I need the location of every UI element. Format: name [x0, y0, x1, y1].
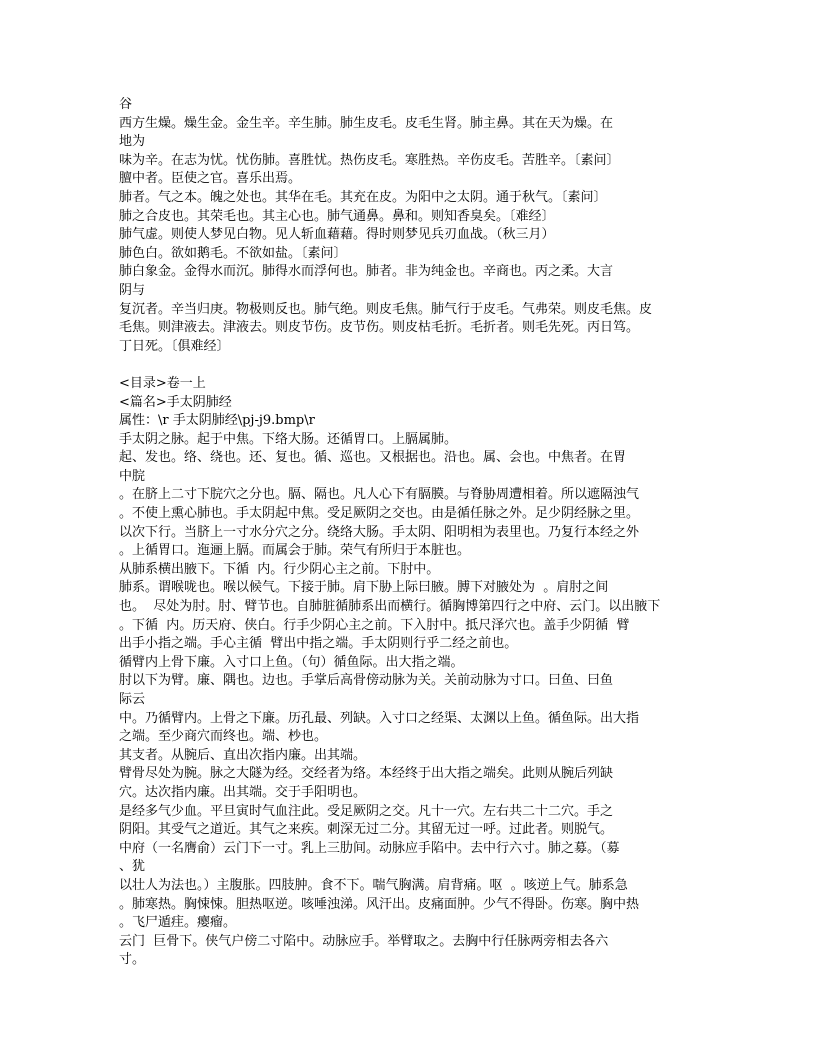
- text-line: 云门 巨骨下。侠气户傍二寸陷中。动脉应手。举臂取之。去胸中行任脉两旁相去各六: [119, 933, 609, 949]
- text-line: 中脘: [119, 468, 146, 484]
- text-line: 起、发也。络、绕也。还、复也。循、巡也。又根据也。沿也。属、会也。中焦者。在胃: [119, 450, 627, 466]
- text-line: 际云: [119, 692, 146, 707]
- text-line: 味为辛。在志为忧。忧伤肺。喜胜忧。热伤皮毛。寒胜热。辛伤皮毛。苦胜辛。〔素问〕: [119, 152, 620, 168]
- chapter-title: <篇名>手太阴肺经: [119, 394, 232, 410]
- text-line: 也。 尽处为肘。肘、臂节也。自肺脏循肺系出而横行。循胸博第四行之中府、云门。以出腋下: [119, 599, 661, 615]
- text-line: 中府（一名膺俞）云门下一寸。乳上三肋间。动脉应手陷中。去中行六寸。肺之募。（募: [119, 840, 620, 856]
- text-line: 膻中者。臣使之官。喜乐出焉。: [119, 171, 302, 187]
- text-line: 肺者。气之本。魄之处也。其华在毛。其充在皮。为阳中之太阴。通于秋气。〔素问〕: [119, 189, 607, 205]
- text-line: 之端。至少商穴而终也。端、杪也。: [119, 729, 328, 745]
- text-line: 中。乃循臂内。上骨之下廉。历孔最、列缺。入寸口之经渠、太渊以上鱼。循鱼际。出大指: [119, 710, 640, 726]
- text-line: 肺白象金。金得水而沉。肺得水而浮何也。肺者。非为纯金也。辛商也。丙之柔。大言: [119, 264, 614, 280]
- text-line: 毛焦。则津液去。津液去。则皮节伤。皮节伤。则皮枯毛折。毛折者。则毛先死。丙日笃。: [119, 320, 640, 336]
- text-line: 以次下行。当脐上一寸水分穴之分。绕络大肠。手太阴、阳明相为表里也。乃复行本经之外: [119, 524, 640, 540]
- catalog-heading: <目录>卷一上: [119, 375, 206, 391]
- text-line: 西方生燥。燥生金。金生辛。辛生肺。肺生皮毛。皮毛生肾。肺主鼻。其在天为燥。在: [119, 115, 614, 131]
- blank-line: [119, 356, 699, 375]
- text-line: 臂骨尽处为腕。脉之大隧为经。交经者为络。本经终于出大指之端矣。此则从腕后列缺: [119, 766, 614, 782]
- text-line: 穴。达次指内廉。出其端。交于手阳明也。: [119, 784, 367, 800]
- text-line: 循臂内上骨下廉。入寸口上鱼。（句）循鱼际。出大指之端。: [119, 654, 464, 670]
- text-line: 。上循胃口。迤逦上膈。而属会于肺。荣气有所归于本脏也。: [119, 543, 471, 559]
- text-line: 。肺寒热。胸悚悚。胆热呕逆。咳唾浊涕。风汗出。皮痛面肿。少气不得卧。伤寒。胸中热: [119, 896, 640, 912]
- text-line: 。不使上熏心肺也。手太阴起中焦。受足厥阴之交也。由是循任脉之外。足少阴经脉之里。: [119, 506, 640, 522]
- text-line: 、犹: [119, 859, 146, 875]
- text-line: 复沉者。辛当归庚。物极则反也。肺气绝。则皮毛焦。肺气行于皮毛。气弗荣。则皮毛焦。皮: [119, 301, 653, 317]
- text-line: 肺系。谓喉咙也。喉以候气。下接于肺。肩下胁上际曰腋。膊下对腋处为 。肩肘之间: [119, 580, 609, 596]
- text-line: 肘以下为臂。廉、隅也。边也。手掌后高骨傍动脉为关。关前动脉为寸口。曰鱼、曰鱼: [119, 673, 614, 689]
- text-line: 肺之合皮也。其荣毛也。其主心也。肺气通鼻。鼻和。则知香臭矣。〔难经〕: [119, 208, 555, 224]
- attribute-line: 属性：\r 手太阴肺经\pj-j9.bmp\r: [119, 413, 315, 429]
- text-line: 寸。: [119, 952, 146, 968]
- text-line: 从肺系横出腋下。下循 内。行少阴心主之前。下肘中。: [119, 561, 440, 577]
- text-line: 阴阳。其受气之道近。其气之来疾。刺深无过二分。其留无过一呼。过此者。则脱气。: [119, 822, 614, 838]
- text-line: 。在脐上二寸下脘穴之分也。膈、隔也。凡人心下有膈膜。与脊胁周遭相着。所以遮隔浊气: [119, 487, 640, 503]
- text-line: 阴与: [119, 282, 146, 298]
- text-line: 手太阴之脉。起于中焦。下络大肠。还循胃口。上膈属肺。: [119, 431, 458, 447]
- text-line: 其支者。从腕后、直出次指内廉。出其端。: [119, 747, 367, 763]
- document-page: [119, 96, 699, 970]
- text-line: 谷: [119, 97, 133, 112]
- text-line: 肺色白。欲如鹅毛。不欲如盐。〔素问〕: [119, 245, 347, 261]
- text-line: 肺气虚。则使人梦见白物。见人斩血藉藉。得时则梦见兵刃血战。（秋三月）: [119, 227, 555, 243]
- text-line: 。飞尸遁疰。瘿瘤。: [119, 915, 237, 931]
- text-line: 丁日死。〔俱难经〕: [119, 338, 230, 354]
- text-line: 出手小指之端。手心主循 臂出中指之端。手太阴则行乎二经之前也。: [119, 636, 518, 652]
- text-line: 是经多气少血。平旦寅时气血注此。受足厥阴之交。凡十一穴。左右共二十二穴。手之: [119, 803, 614, 819]
- text-line: 地为: [119, 134, 146, 150]
- text-line: 。下循 内。历天府、侠白。行手少阴心主之前。下入肘中。抵尺泽穴也。盖手少阴循 臂: [119, 617, 630, 633]
- text-line: 以壮人为法也。）主腹胀。四肢肿。食不下。喘气胸满。肩背痛。呕 。咳逆上气。肺系急: [119, 877, 628, 893]
